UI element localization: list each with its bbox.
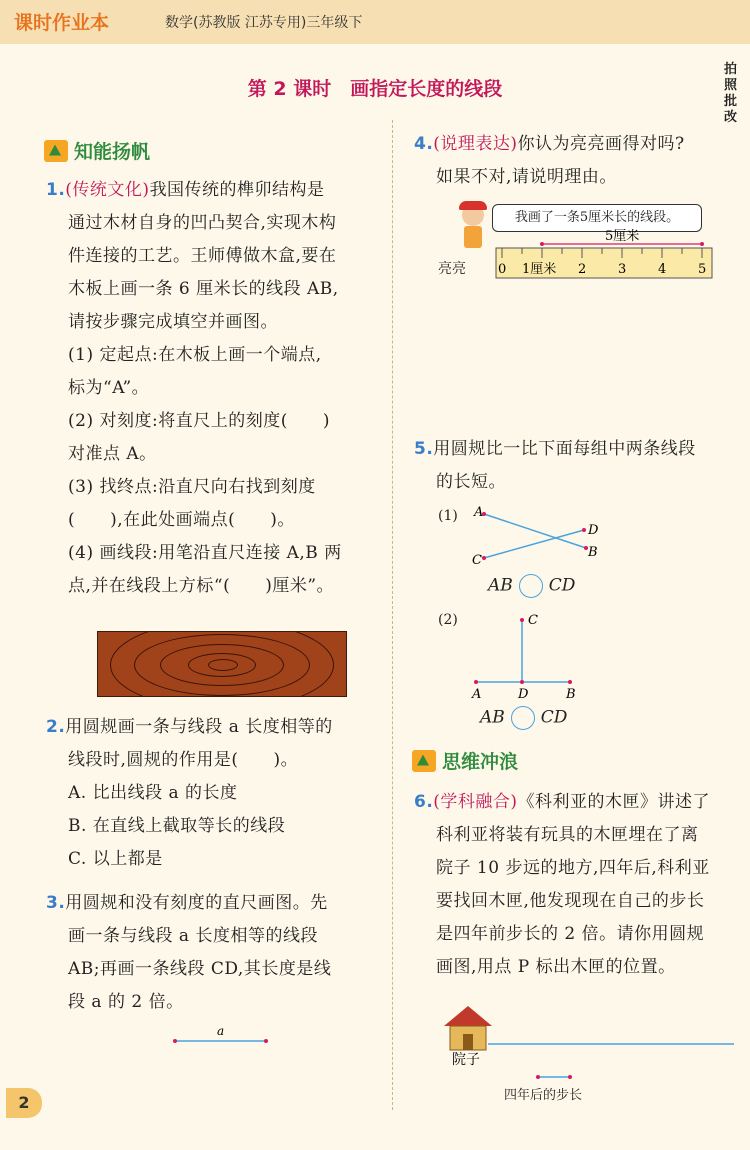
text-line: 通过木材自身的凹凸契合,实现木构 [68, 213, 337, 233]
text-line: 科利亚将装有玩具的木匣埋在了离 [436, 825, 699, 845]
segment-a-figure[interactable] [170, 1026, 274, 1050]
ruler-tick-label: 1厘米 [522, 262, 557, 277]
question-tag: (传统文化) [65, 180, 150, 200]
ruler-tick-label: 0 [498, 262, 507, 277]
segment-ab [484, 514, 586, 548]
text-line: 用圆规比一比下面每组中两条线段 [433, 439, 696, 459]
house-door [463, 1034, 473, 1050]
point-label: C [472, 553, 482, 568]
segment-name: AB [480, 707, 505, 728]
side-char: 照 [724, 78, 738, 93]
book-subtitle: 数学(苏教版 江苏专用)三年级下 [165, 15, 363, 31]
wood-ring [208, 659, 238, 671]
text-line: 段 a 的 2 倍。 [68, 992, 184, 1012]
compare-circle[interactable] [511, 706, 535, 730]
answer-line[interactable]: ( ),在此处画端点( )。 [68, 510, 295, 530]
text-line: 对准点 A。 [68, 444, 157, 464]
figure-1[interactable] [466, 502, 616, 570]
answer-line[interactable]: (2) 对刻度:将直尺上的刻度( ) [68, 411, 330, 431]
text-line: 请按步骤完成填空并画图。 [68, 312, 278, 332]
page-number: 2 [6, 1088, 42, 1118]
wave-icon [412, 750, 436, 772]
text-line: 院子 10 步远的地方,四年后,科利亚 [436, 858, 710, 878]
step-label: 四年后的步长 [504, 1088, 583, 1103]
text-line: 标为“A”。 [68, 378, 150, 398]
question-5 [414, 433, 746, 499]
option-b[interactable]: B. 在直线上截取等长的线段 [68, 816, 286, 836]
text-line: 如果不对,请说明理由。 [436, 167, 617, 187]
text-line: 的长短。 [436, 472, 506, 492]
segment-name: AB [488, 575, 513, 596]
segment-endpoint [540, 242, 544, 246]
answer-line[interactable]: 点,并在线段上方标“( )厘米”。 [68, 576, 335, 596]
segment-label: a [217, 1026, 225, 1038]
column-divider [392, 120, 393, 1110]
text-line: 《科利亚的木匣》讲述了 [517, 792, 711, 812]
text-line: (4) 画线段:用笔沿直尺连接 A,B 两 [68, 543, 342, 563]
question-number: 5. [414, 439, 434, 459]
brand-title: 课时作业本 [14, 12, 110, 34]
endpoint [173, 1039, 177, 1043]
part-1-label: (1) [438, 508, 458, 524]
text-line: 你认为亮亮画得对吗? [517, 134, 685, 154]
ruler-tick-label: 4 [658, 262, 667, 277]
section-title: 知能扬帆 [74, 141, 151, 163]
house-roof-icon [444, 1006, 492, 1026]
compare-row-1 [488, 574, 575, 598]
step-segment[interactable] [534, 1070, 574, 1084]
point-label: B [566, 687, 576, 700]
side-char: 改 [724, 110, 738, 125]
text-line: 要找回木匣,他发现现在自己的步长 [436, 891, 705, 911]
point-label: A [472, 687, 482, 700]
ruler-tick-label: 5 [698, 262, 707, 277]
part-2-label: (2) [438, 612, 458, 628]
text-line: 我国传统的榫卯结构是 [149, 180, 325, 200]
text-line: 件连接的工艺。王师傅做木盒,要在 [68, 246, 337, 266]
lesson-title: 第 2 课时 画指定长度的线段 [247, 78, 503, 100]
compare-circle[interactable] [519, 574, 543, 598]
text-line: 木板上画一条 6 厘米长的线段 AB, [68, 279, 339, 299]
point-label: D [588, 523, 599, 538]
yard-figure[interactable] [440, 1004, 740, 1068]
question-tag: (说理表达) [433, 134, 518, 154]
point-label: C [528, 613, 538, 628]
text-line: 画图,用点 P 标出木匣的位置。 [436, 957, 676, 977]
question-number: 2. [46, 717, 66, 737]
question-number: 6. [414, 792, 434, 812]
option-a[interactable]: A. 比出线段 a 的长度 [68, 783, 238, 803]
section-siwei [412, 747, 518, 774]
option-c[interactable]: C. 以上都是 [68, 849, 163, 869]
text-line: (1) 定起点:在木板上画一个端点, [68, 345, 322, 365]
side-char: 批 [724, 94, 738, 109]
text-line: (3) 找终点:沿直尺向右找到刻度 [68, 477, 316, 497]
segment-endpoint [700, 242, 704, 246]
question-number: 3. [46, 893, 66, 913]
section-zhineng [44, 137, 150, 164]
photo-grading-label[interactable] [724, 62, 742, 126]
boy-name: 亮亮 [438, 261, 466, 277]
speech-bubble: 我画了一条5厘米长的线段。 [492, 204, 702, 232]
question-2 [46, 711, 386, 876]
compare-row-2 [480, 706, 567, 730]
yard-label: 院子 [452, 1052, 480, 1068]
text-line: 是四年前步长的 2 倍。请你用圆规 [436, 924, 705, 944]
segment-name: CD [548, 575, 576, 596]
wood-board-image[interactable] [97, 631, 347, 697]
text-line: 画一条与线段 a 长度相等的线段 [68, 926, 318, 946]
boy-body [464, 226, 482, 248]
ruler-tick-label: 3 [618, 262, 627, 277]
question-4 [414, 128, 746, 194]
segment-cd [484, 530, 584, 558]
point-label: B [588, 545, 598, 560]
text-line: 用圆规和没有刻度的直尺画图。先 [65, 893, 328, 913]
text-line: AB;再画一条线段 CD,其长度是线 [68, 959, 332, 979]
text-line: 用圆规画一条与线段 a 长度相等的 [65, 717, 333, 737]
sail-icon [44, 140, 68, 162]
point-label: A [474, 505, 484, 520]
segment-name: CD [540, 707, 568, 728]
ruler-figure[interactable] [494, 228, 720, 284]
question-6 [414, 786, 746, 984]
boy-cap-icon [459, 201, 487, 210]
question-3 [46, 887, 386, 1019]
ruler-tick-label: 2 [578, 262, 587, 277]
question-number: 1. [46, 180, 66, 200]
question-tag: (学科融合) [433, 792, 518, 812]
section-title: 思维冲浪 [442, 751, 519, 773]
header-bar [0, 0, 750, 44]
side-char: 拍 [724, 62, 738, 77]
answer-line[interactable]: 线段时,圆规的作用是( )。 [68, 750, 299, 770]
segment-length-label: 5厘米 [605, 229, 640, 244]
endpoint [264, 1039, 268, 1043]
question-1 [46, 174, 386, 603]
figure-2[interactable] [466, 608, 586, 700]
point-label: D [518, 687, 529, 700]
question-number: 4. [414, 134, 434, 154]
